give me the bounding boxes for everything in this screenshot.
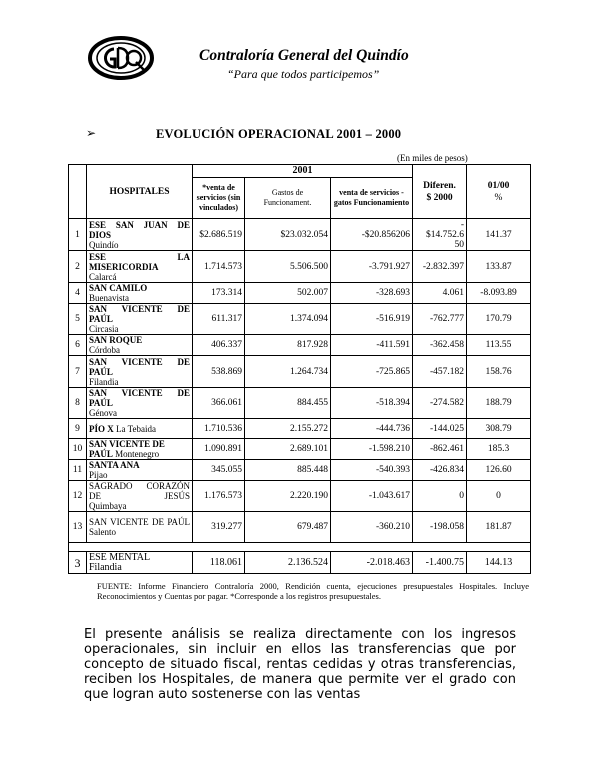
index-header [69, 165, 87, 219]
org-motto: “Para que todos participemos” [227, 67, 380, 81]
source-note: FUENTE: Informe Financiero Contraloría 2000, Rendición cuenta, ejecuciones presupuestales Hospitales. Incluye Reconocimientos y Cuentas por pagar. *Corresponde a los registros presupuestales. [97, 581, 529, 601]
diff-value: -328.693 [331, 283, 413, 304]
hospital-name: ESE SAN JUAN DE DIOS [89, 219, 190, 240]
table-row [69, 512, 531, 543]
hospital-name-cell [87, 481, 193, 512]
venta-value: 406.337 [193, 335, 245, 356]
pct-value: 170.79 [467, 304, 531, 335]
diff-value: -411.591 [331, 335, 413, 356]
dif2000-value: -426.834 [413, 460, 467, 481]
hospital-name-cell [87, 304, 193, 335]
pct-header-line1: 01/00 [487, 180, 510, 191]
spacer-row [69, 543, 531, 552]
dif2000-value: -274.582 [413, 388, 467, 419]
venta-header: *venta de servicios (sin vinculados) [193, 178, 245, 219]
row-index: 11 [69, 460, 87, 481]
diferen-header-line2: $ 2000 [426, 192, 453, 203]
pct-value: 188.79 [467, 388, 531, 419]
venta-value: 1.090.891 [193, 439, 245, 460]
gastos-value: 885.448 [245, 460, 331, 481]
pct-value: 185.3 [467, 439, 531, 460]
pct-value: 133.87 [467, 251, 531, 283]
hospital-name: SAN VICENTE DE PAÚL [89, 388, 190, 408]
row-index: 1 [69, 219, 87, 251]
hospital-name: PÍO X [89, 423, 114, 434]
hospital-name-cell [87, 251, 193, 283]
gastos-header: Gastos de Funcionament. [245, 178, 331, 219]
venta-value: 118.061 [193, 552, 245, 574]
hospital-town: La Tebaida [116, 423, 156, 434]
hospital-name-cell [87, 419, 193, 439]
dif2000-value: -144.025 [413, 419, 467, 439]
pct-value: 113.55 [467, 335, 531, 356]
org-title: Contraloría General del Quindío [199, 47, 409, 64]
venta-value: 538.869 [193, 356, 245, 388]
year-header: 2001 [193, 165, 413, 178]
venta-value: 1.714.573 [193, 251, 245, 283]
table-row [69, 304, 531, 335]
table-row [69, 419, 531, 439]
dif2000-value: - $14.752.6 50 [413, 219, 467, 251]
venta-value: $2.686.519 [193, 219, 245, 251]
body-paragraph: El presente análisis se realiza directamente con los ingresos operacionales, sin incluir en ellos las transferencias que por concepto de situado fiscal, rentas cedidas y otras transferencias, reciben los Hospitales, de manera que permite ver el grado con que logran auto sostenerse con las ventas [84, 627, 516, 702]
hospital-town: Quimbaya [89, 501, 127, 511]
hospital-name-cell [87, 219, 193, 251]
hospital-town: Calarcá [89, 271, 117, 282]
gastos-value: 1.264.734 [245, 356, 331, 388]
row-index: 9 [69, 419, 87, 439]
diff-value: -725.865 [331, 356, 413, 388]
hospital-name: SANTA ANA [89, 460, 140, 470]
gastos-value: $23.032.054 [245, 219, 331, 251]
venta-value: 366.061 [193, 388, 245, 419]
row-index: 8 [69, 388, 87, 419]
pct-value: -8.093.89 [467, 283, 531, 304]
table-row [69, 335, 531, 356]
row-index: 6 [69, 335, 87, 356]
dif2000-value: -762.777 [413, 304, 467, 335]
gastos-value: 502.007 [245, 283, 331, 304]
row-index: 4 [69, 283, 87, 304]
diff-value: -2.018.463 [331, 552, 413, 574]
diferen-header-line1: Diferen. [423, 180, 456, 191]
hospital-name: SAN VICENTE DE PAÚL [89, 517, 190, 527]
diff-value: -1.043.617 [331, 481, 413, 512]
hospital-name-cell [87, 356, 193, 388]
table-row [69, 356, 531, 388]
venta-value: 1.176.573 [193, 481, 245, 512]
diff-value: -$20.856206 [331, 219, 413, 251]
dif2000-value: 0 [413, 481, 467, 512]
venta-value: 611.317 [193, 304, 245, 335]
diff-value: -540.393 [331, 460, 413, 481]
table-row-mental [69, 552, 531, 574]
hospital-town: Córdoba [89, 345, 120, 355]
hospital-town: Quindío [89, 239, 119, 250]
hospital-town: Génova [89, 408, 117, 418]
venta-gastos-header: venta de servicios - gatos Funcionamiento [331, 178, 413, 219]
gastos-value: 5.506.500 [245, 251, 331, 283]
gastos-value: 1.374.094 [245, 304, 331, 335]
gdq-logo [88, 36, 154, 80]
hospital-name-cell [87, 552, 193, 574]
hospital-name-cell [87, 460, 193, 481]
row-index: 13 [69, 512, 87, 543]
hospital-name-cell [87, 283, 193, 304]
venta-value: 345.055 [193, 460, 245, 481]
row-index: 2 [69, 251, 87, 283]
table-row [69, 283, 531, 304]
diff-value: -518.394 [331, 388, 413, 419]
table-row [69, 439, 531, 460]
diferen-header [413, 165, 467, 219]
diff-value: -516.919 [331, 304, 413, 335]
hospitales-header: HOSPITALES [87, 165, 193, 219]
hospital-town: Filandia [89, 376, 119, 387]
dif2000-value: 4.061 [413, 283, 467, 304]
pct-value: 308.79 [467, 419, 531, 439]
hospital-town: Circasia [89, 324, 119, 334]
pct-header-line2: % [494, 192, 503, 203]
pct-value: 0 [467, 481, 531, 512]
dif2000-value: -2.832.397 [413, 251, 467, 283]
hospital-town: Montenegro [115, 449, 160, 459]
hospital-name: ESE MENTAL [89, 551, 151, 563]
row-index: 7 [69, 356, 87, 388]
operational-table [68, 164, 531, 574]
dif2000-value: -457.182 [413, 356, 467, 388]
row-index: 5 [69, 304, 87, 335]
row-index: 10 [69, 439, 87, 460]
hospital-name: SAN VICENTE DE PAÚL [89, 356, 190, 377]
diff-value: -1.598.210 [331, 439, 413, 460]
gastos-value: 884.455 [245, 388, 331, 419]
pct-value: 141.37 [467, 219, 531, 251]
diff-value: -3.791.927 [331, 251, 413, 283]
venta-value: 319.277 [193, 512, 245, 543]
section-title: EVOLUCIÓN OPERACIONAL 2001 – 2000 [156, 127, 402, 141]
dif2000-value: -1.400.75 [413, 552, 467, 574]
dif2000-value: -362.458 [413, 335, 467, 356]
diff-value: -360.210 [331, 512, 413, 543]
hospital-name-cell [87, 335, 193, 356]
table-row [69, 219, 531, 251]
row-index: 12 [69, 481, 87, 512]
pct-value: 158.76 [467, 356, 531, 388]
hospital-name: SAGRADO CORAZÓN DE JESÚS [89, 481, 190, 501]
gastos-value: 817.928 [245, 335, 331, 356]
hospital-name-cell [87, 439, 193, 460]
pct-value: 181.87 [467, 512, 531, 543]
gastos-value: 2.220.190 [245, 481, 331, 512]
dif2000-value: -862.461 [413, 439, 467, 460]
pct-header [467, 165, 531, 219]
units-note: (En miles de pesos) [397, 153, 468, 163]
hospital-town: Salento [89, 527, 116, 537]
table-row [69, 251, 531, 283]
gastos-value: 2.136.524 [245, 552, 331, 574]
hospital-name: SAN CAMILO [89, 283, 148, 293]
pct-value: 126.60 [467, 460, 531, 481]
pct-value: 144.13 [467, 552, 531, 574]
gastos-value: 2.155.272 [245, 419, 331, 439]
gastos-value: 2.689.101 [245, 439, 331, 460]
spacer-cell [69, 543, 531, 552]
hospital-name: SAN VICENTE DE PAÚL [89, 439, 165, 459]
hospital-name: SAN ROQUE [89, 335, 143, 345]
hospital-name: ESE LA MISERICORDIA [89, 251, 190, 272]
hospital-town: Pijao [89, 470, 108, 480]
table-row [69, 481, 531, 512]
hospital-town: Filandia [89, 561, 122, 573]
hospital-town: Buenavista [89, 293, 129, 303]
hospital-name: SAN VICENTE DE PAÚL [89, 304, 190, 324]
venta-value: 1.710.536 [193, 419, 245, 439]
table-row [69, 460, 531, 481]
table-row [69, 388, 531, 419]
arrow-bullet-icon: ➢ [86, 126, 97, 140]
hospital-name-cell [87, 388, 193, 419]
hospital-name-cell [87, 512, 193, 543]
dif2000-value: -198.058 [413, 512, 467, 543]
gastos-value: 679.487 [245, 512, 331, 543]
row-index: 3 [69, 552, 87, 574]
venta-value: 173.314 [193, 283, 245, 304]
diff-value: -444.736 [331, 419, 413, 439]
